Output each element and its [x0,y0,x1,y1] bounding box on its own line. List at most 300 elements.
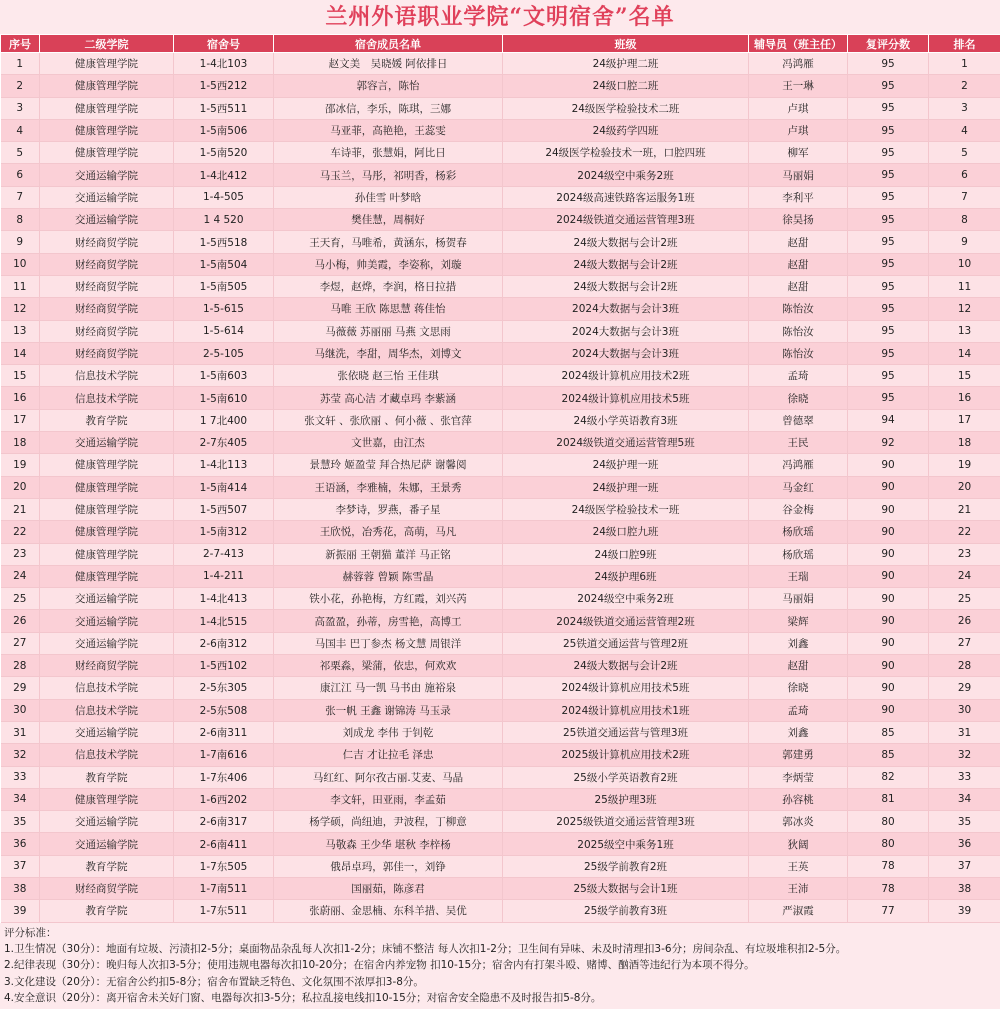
cell-counselor: 杨欣瑶 [749,521,848,543]
cell-members: 郭容言，陈怡 [274,75,503,97]
cell-index: 24 [1,565,40,587]
cell-class: 25级大数据与会计1班 [503,877,749,899]
cell-index: 12 [1,298,40,320]
cell-room: 1-5南414 [174,476,274,498]
cell-college: 信息技术学院 [40,677,174,699]
cell-counselor: 王民 [749,432,848,454]
cell-score: 95 [848,186,929,208]
cell-room: 1-6西202 [174,788,274,810]
cell-class: 2024级高速铁路客运服务1班 [503,186,749,208]
cell-members: 马国丰 巴丁参杰 杨文慧 周银洋 [274,632,503,654]
table-row [1,320,1000,342]
cell-members: 杨学硕，尚纽迪，尹波程，丁柳意 [274,811,503,833]
cell-room: 2-6南411 [174,833,274,855]
cell-score: 90 [848,565,929,587]
cell-index: 39 [1,900,40,922]
cell-members: 马唯 王欣 陈思慧 蒋佳怡 [274,298,503,320]
cell-counselor: 梁辉 [749,610,848,632]
cell-room: 1-7东511 [174,900,274,922]
cell-counselor: 陈怡汝 [749,298,848,320]
cell-college: 健康管理学院 [40,565,174,587]
cell-index: 38 [1,877,40,899]
cell-college: 健康管理学院 [40,476,174,498]
cell-counselor: 孟琦 [749,365,848,387]
cell-rank: 1 [929,53,1000,75]
cell-class: 2025级空中乘务1班 [503,833,749,855]
cell-counselor: 王瑞 [749,565,848,587]
cell-class: 24级医学检验技术一班，口腔四班 [503,142,749,164]
cell-college: 交通运输学院 [40,632,174,654]
cell-score: 95 [848,75,929,97]
cell-counselor: 李炳莹 [749,766,848,788]
table-row [1,877,1000,899]
notes-line: 4.安全意识（20分）：离开宿舍未关好门窗、电器每次扣3-5分；私拉乱接电线扣10-15分；对宿舍安全隐患不及时报告扣5-8分。 [4,990,996,1006]
cell-score: 95 [848,275,929,297]
cell-score: 95 [848,53,929,75]
cell-members: 马红红、阿尔孜古丽.艾麦、马晶 [274,766,503,788]
cell-members: 张依晓 赵三怡 王佳琪 [274,365,503,387]
notes-line: 3.文化建设（20分）：无宿舍公约扣5-8分；宿舍布置缺乏特色、文化氛围不浓厚扣3-8分。 [4,974,996,990]
table-body [1,53,1000,923]
cell-score: 95 [848,164,929,186]
cell-rank: 9 [929,231,1000,253]
cell-class: 2025级铁道交通运营管理3班 [503,811,749,833]
cell-college: 健康管理学院 [40,53,174,75]
cell-college: 交通运输学院 [40,186,174,208]
cell-score: 80 [848,833,929,855]
cell-room: 1-4-211 [174,565,274,587]
cell-rank: 6 [929,164,1000,186]
cell-college: 健康管理学院 [40,788,174,810]
table-row [1,543,1000,565]
column-header-counselor: 辅导员（班主任） [749,35,848,53]
cell-class: 24级护理一班 [503,476,749,498]
cell-members: 新振丽 王朝猫 董洋 马正铭 [274,543,503,565]
cell-college: 教育学院 [40,409,174,431]
cell-class: 24级大数据与会计2班 [503,231,749,253]
cell-members: 李煜，赵烨，李润，格日拉措 [274,275,503,297]
cell-counselor: 孙容桃 [749,788,848,810]
table-row [1,498,1000,520]
cell-counselor: 徐晓 [749,387,848,409]
cell-counselor: 郭建勇 [749,744,848,766]
cell-room: 1-4北103 [174,53,274,75]
cell-members: 康江江 马一凯 马书由 施裕泉 [274,677,503,699]
cell-score: 78 [848,855,929,877]
cell-counselor: 赵甜 [749,253,848,275]
cell-class: 24级护理一班 [503,454,749,476]
cell-rank: 4 [929,119,1000,141]
cell-room: 1-5西102 [174,655,274,677]
cell-college: 交通运输学院 [40,610,174,632]
cell-counselor: 冯鸿雁 [749,454,848,476]
cell-score: 80 [848,811,929,833]
cell-rank: 17 [929,409,1000,431]
cell-index: 7 [1,186,40,208]
cell-score: 95 [848,231,929,253]
cell-room: 1-7东406 [174,766,274,788]
cell-score: 78 [848,877,929,899]
cell-rank: 2 [929,75,1000,97]
cell-college: 健康管理学院 [40,75,174,97]
cell-index: 1 [1,53,40,75]
table-row [1,788,1000,810]
cell-class: 2024大数据与会计3班 [503,320,749,342]
cell-score: 95 [848,320,929,342]
table-row [1,253,1000,275]
cell-score: 95 [848,298,929,320]
cell-class: 2024级空中乘务2班 [503,164,749,186]
table-row [1,432,1000,454]
cell-score: 90 [848,677,929,699]
cell-room: 1-5西212 [174,75,274,97]
cell-class: 25级学前教育3班 [503,900,749,922]
cell-members: 仁吉 才让拉毛 泽忠 [274,744,503,766]
cell-index: 22 [1,521,40,543]
cell-score: 95 [848,97,929,119]
cell-score: 90 [848,632,929,654]
cell-rank: 34 [929,788,1000,810]
cell-score: 95 [848,119,929,141]
cell-score: 90 [848,655,929,677]
cell-room: 1-5-615 [174,298,274,320]
cell-rank: 18 [929,432,1000,454]
cell-college: 交通运输学院 [40,209,174,231]
cell-score: 95 [848,142,929,164]
cell-class: 24级口腔二班 [503,75,749,97]
cell-score: 95 [848,365,929,387]
cell-class: 24级小学英语教育3班 [503,409,749,431]
cell-members: 车诗菲，张慧娟，阿比日 [274,142,503,164]
cell-counselor: 王英 [749,855,848,877]
cell-rank: 29 [929,677,1000,699]
cell-room: 1-5南520 [174,142,274,164]
cell-index: 26 [1,610,40,632]
cell-room: 1-4北113 [174,454,274,476]
cell-room: 2-5东508 [174,699,274,721]
table-row [1,119,1000,141]
cell-members: 樊佳慧，周桐好 [274,209,503,231]
cell-college: 交通运输学院 [40,432,174,454]
cell-class: 2024级计算机应用技术1班 [503,699,749,721]
cell-index: 33 [1,766,40,788]
cell-counselor: 马丽娟 [749,588,848,610]
table-row [1,409,1000,431]
cell-room: 1-7东505 [174,855,274,877]
cell-class: 2024级铁道交通运营管理2班 [503,610,749,632]
cell-rank: 30 [929,699,1000,721]
column-header-rank: 排名 [929,35,1000,53]
table-row [1,97,1000,119]
cell-class: 2025级计算机应用技术2班 [503,744,749,766]
cell-college: 财经商贸学院 [40,298,174,320]
cell-class: 25级护理3班 [503,788,749,810]
cell-counselor: 刘鑫 [749,721,848,743]
cell-room: 2-7-413 [174,543,274,565]
cell-index: 16 [1,387,40,409]
cell-members: 孙佳雪 叶梦晗 [274,186,503,208]
cell-score: 90 [848,588,929,610]
cell-class: 24级医学检验技术一班 [503,498,749,520]
cell-index: 19 [1,454,40,476]
table-row [1,744,1000,766]
cell-rank: 32 [929,744,1000,766]
cell-rank: 3 [929,97,1000,119]
cell-index: 8 [1,209,40,231]
cell-score: 95 [848,209,929,231]
cell-counselor: 郭冰炎 [749,811,848,833]
table-row [1,632,1000,654]
cell-score: 81 [848,788,929,810]
column-header-college: 二级学院 [40,35,174,53]
cell-rank: 38 [929,877,1000,899]
column-header-room: 宿舍号 [174,35,274,53]
cell-college: 健康管理学院 [40,498,174,520]
table-row [1,699,1000,721]
cell-score: 85 [848,744,929,766]
cell-counselor: 王沛 [749,877,848,899]
table-row [1,231,1000,253]
table-row [1,209,1000,231]
cell-score: 90 [848,610,929,632]
cell-rank: 39 [929,900,1000,922]
table-header-row [1,35,1000,53]
cell-rank: 21 [929,498,1000,520]
cell-room: 1-5-614 [174,320,274,342]
table-row [1,565,1000,587]
cell-college: 健康管理学院 [40,543,174,565]
cell-college: 信息技术学院 [40,744,174,766]
cell-index: 37 [1,855,40,877]
cell-index: 28 [1,655,40,677]
cell-counselor: 马金红 [749,476,848,498]
cell-score: 82 [848,766,929,788]
cell-rank: 19 [929,454,1000,476]
cell-college: 财经商贸学院 [40,877,174,899]
table-row [1,811,1000,833]
cell-counselor: 徐晓 [749,677,848,699]
cell-rank: 14 [929,342,1000,364]
cell-college: 财经商贸学院 [40,253,174,275]
cell-rank: 11 [929,275,1000,297]
cell-score: 90 [848,699,929,721]
cell-members: 刘成龙 李伟 于钊乾 [274,721,503,743]
cell-members: 苏莹 高心洁 才藏卓玛 李紫涵 [274,387,503,409]
cell-college: 财经商贸学院 [40,342,174,364]
cell-class: 24级大数据与会计2班 [503,275,749,297]
cell-members: 马亚菲，高艳艳，王蕊雯 [274,119,503,141]
cell-counselor: 陈怡汝 [749,320,848,342]
cell-room: 1-7南511 [174,877,274,899]
cell-counselor: 杨欣瑶 [749,543,848,565]
notes-line: 2.纪律表现（30分）：晚归每人次扣3-5分；使用违规电器每次扣10-20分；在宿舍内养宠物 扣10-15分；宿舍内有打架斗殴、赌博、酗酒等违纪行为本项不得分。 [4,957,996,973]
cell-rank: 22 [929,521,1000,543]
cell-room: 1-5西518 [174,231,274,253]
cell-room: 1-5南505 [174,275,274,297]
cell-members: 景慧玲 姬盈莹 拜合热尼萨 谢馨阅 [274,454,503,476]
cell-college: 健康管理学院 [40,521,174,543]
cell-counselor: 赵甜 [749,231,848,253]
table-row [1,75,1000,97]
column-header-index: 序号 [1,35,40,53]
cell-index: 2 [1,75,40,97]
cell-college: 健康管理学院 [40,454,174,476]
cell-college: 健康管理学院 [40,119,174,141]
cell-index: 20 [1,476,40,498]
notes-line: 1.卫生情况（30分）：地面有垃圾、污渍扣2-5分；桌面物品杂乱每人次扣1-2分；床铺不整洁 每人次扣1-2分；卫生间有异味、未及时清理扣3-6分；房间杂乱、有垃圾堆积扣2-5分。 [4,941,996,957]
table-row [1,521,1000,543]
cell-college: 教育学院 [40,900,174,922]
cell-counselor: 谷金梅 [749,498,848,520]
table-row [1,342,1000,364]
cell-members: 马薇薇 苏丽丽 马燕 文思雨 [274,320,503,342]
cell-rank: 10 [929,253,1000,275]
cell-room: 2-7东405 [174,432,274,454]
cell-counselor: 卢琪 [749,97,848,119]
cell-counselor: 马丽娟 [749,164,848,186]
cell-room: 1-5南506 [174,119,274,141]
cell-index: 18 [1,432,40,454]
table-row [1,655,1000,677]
cell-rank: 33 [929,766,1000,788]
cell-college: 财经商贸学院 [40,231,174,253]
table-row [1,900,1000,922]
cell-college: 交通运输学院 [40,811,174,833]
cell-room: 2-6南312 [174,632,274,654]
table-row [1,721,1000,743]
cell-counselor: 卢琪 [749,119,848,141]
cell-index: 3 [1,97,40,119]
cell-index: 4 [1,119,40,141]
cell-counselor: 赵甜 [749,655,848,677]
cell-rank: 37 [929,855,1000,877]
cell-score: 90 [848,498,929,520]
cell-members: 铁小花，孙艳梅，方红霞，刘兴芮 [274,588,503,610]
dormitory-table [0,34,1000,923]
cell-members: 张一帆 王鑫 谢锦涛 马玉录 [274,699,503,721]
cell-rank: 35 [929,811,1000,833]
cell-class: 2024级铁道交通运营管理3班 [503,209,749,231]
cell-rank: 26 [929,610,1000,632]
cell-class: 25铁道交通运营与管理3班 [503,721,749,743]
cell-index: 21 [1,498,40,520]
cell-college: 健康管理学院 [40,142,174,164]
table-row [1,610,1000,632]
cell-index: 23 [1,543,40,565]
cell-rank: 28 [929,655,1000,677]
cell-members: 文世嘉，由江杰 [274,432,503,454]
cell-score: 95 [848,253,929,275]
cell-members: 赫蓉蓉 曾颖 陈雪晶 [274,565,503,587]
cell-rank: 16 [929,387,1000,409]
cell-score: 90 [848,521,929,543]
cell-members: 李梦诗，罗燕，番子星 [274,498,503,520]
cell-score: 90 [848,454,929,476]
cell-class: 2024级计算机应用技术5班 [503,387,749,409]
cell-class: 2024级计算机应用技术2班 [503,365,749,387]
cell-rank: 15 [929,365,1000,387]
cell-class: 24级护理二班 [503,53,749,75]
cell-college: 财经商贸学院 [40,655,174,677]
cell-counselor: 陈怡汝 [749,342,848,364]
table-row [1,164,1000,186]
cell-index: 14 [1,342,40,364]
cell-class: 24级大数据与会计2班 [503,655,749,677]
cell-college: 交通运输学院 [40,164,174,186]
cell-room: 1-5南312 [174,521,274,543]
cell-index: 31 [1,721,40,743]
cell-members: 高盈盈，孙蒂，房雪艳，高博工 [274,610,503,632]
table-row [1,677,1000,699]
table-row [1,53,1000,75]
cell-members: 马继洗，李甜，周华杰，刘博文 [274,342,503,364]
cell-room: 2-6南317 [174,811,274,833]
cell-members: 王语涵，李雅楠，朱娜，王景秀 [274,476,503,498]
cell-class: 24级大数据与会计2班 [503,253,749,275]
cell-members: 国丽茹，陈彦君 [274,877,503,899]
cell-members: 俄昂卓玛，郭佳一，刘铮 [274,855,503,877]
cell-index: 6 [1,164,40,186]
notes-heading: 评分标准： [4,925,996,941]
cell-rank: 31 [929,721,1000,743]
cell-room: 1-5南504 [174,253,274,275]
cell-counselor: 狄阔 [749,833,848,855]
cell-members: 马小梅，帅美霞，李姿称，刘璇 [274,253,503,275]
cell-index: 17 [1,409,40,431]
cell-index: 10 [1,253,40,275]
cell-members: 赵文美 吴晓媛 阿依排日 [274,53,503,75]
table-row [1,387,1000,409]
cell-room: 2-6南311 [174,721,274,743]
table-row [1,365,1000,387]
cell-score: 95 [848,387,929,409]
cell-counselor: 冯鸿雁 [749,53,848,75]
cell-index: 9 [1,231,40,253]
cell-class: 2024大数据与会计3班 [503,298,749,320]
cell-class: 25级学前教育2班 [503,855,749,877]
cell-room: 1 7北400 [174,409,274,431]
table-row [1,855,1000,877]
cell-members: 马玉兰，马彤，祁明香，杨彩 [274,164,503,186]
cell-index: 5 [1,142,40,164]
cell-index: 15 [1,365,40,387]
table-row [1,298,1000,320]
cell-members: 邵冰信，李乐，陈琪，三娜 [274,97,503,119]
cell-index: 32 [1,744,40,766]
cell-class: 2024级铁道交通运营管理5班 [503,432,749,454]
cell-room: 2-5-105 [174,342,274,364]
cell-rank: 20 [929,476,1000,498]
cell-class: 25级小学英语教育2班 [503,766,749,788]
cell-room: 1-5南610 [174,387,274,409]
cell-class: 25铁道交通运营与管理2班 [503,632,749,654]
column-header-members: 宿舍成员名单 [274,35,503,53]
cell-room: 1-4北412 [174,164,274,186]
cell-rank: 5 [929,142,1000,164]
cell-index: 13 [1,320,40,342]
cell-score: 92 [848,432,929,454]
cell-members: 李文轩，田亚雨，李孟茹 [274,788,503,810]
cell-class: 24级口腔9班 [503,543,749,565]
cell-room: 2-5东305 [174,677,274,699]
cell-room: 1-4北413 [174,588,274,610]
cell-rank: 24 [929,565,1000,587]
cell-counselor: 赵甜 [749,275,848,297]
cell-room: 1 4 520 [174,209,274,231]
cell-college: 交通运输学院 [40,588,174,610]
cell-class: 24级护理6班 [503,565,749,587]
cell-members: 王天育，马唯希，黄涵东，杨贺春 [274,231,503,253]
